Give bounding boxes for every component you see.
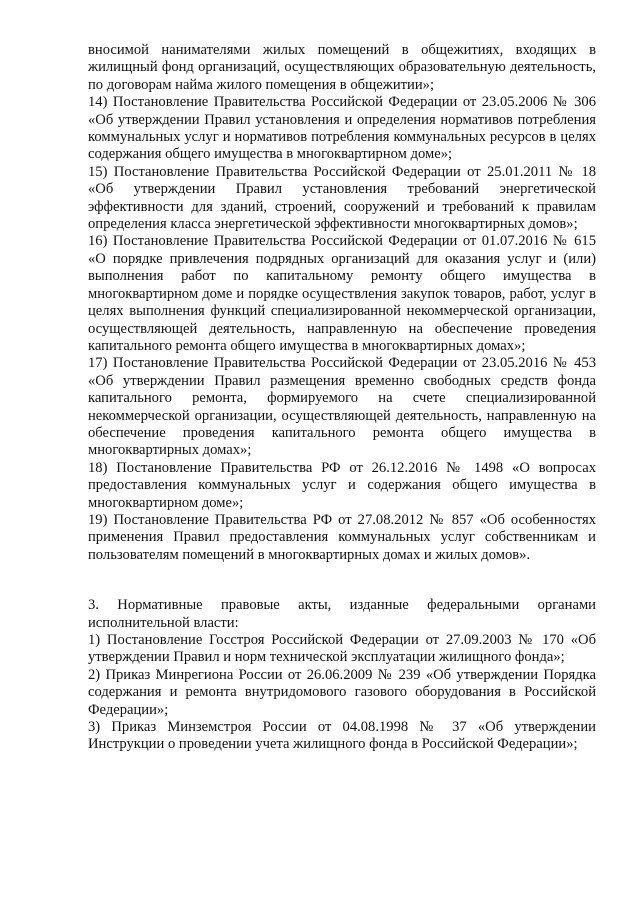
paragraph-continuation: вносимой нанимателями жилых помещений в общежитиях, входящих в жилищный фонд организаций, осуществляющих образовательную деятельность, по договорам найма жилого помещения в общежитии»;: [88, 42, 596, 93]
document-page: [88, 42, 596, 754]
section-3-heading: 3. Нормативные правовые акты, изданные федеральными органами исполнительной власти:: [88, 597, 596, 631]
section-spacer: [88, 564, 596, 597]
section-3-item-3: 3) Приказ Минземстроя России от 04.08.1998 № 37 «Об утверждении Инструкции о проведении учета жилищного фонда в Российской Федерации»;: [88, 719, 596, 753]
list-item-16: 16) Постановление Правительства Российской Федерации от 01.07.2016 № 615 «О порядке привлечения подрядных организаций для оказания услуг и (или) выполнения работ по капитальному ремонту общего имущества в многоквартирном доме и порядке осуществления закупок товаров, работ, услуг в целях выполнения функций специализированной некоммерческой организации, осуществляющей деятельность, направленную на обеспечение проведения капитального ремонта общего имущества в многоквартирных домах»;: [88, 233, 596, 354]
list-item-19: 19) Постановление Правительства РФ от 27.08.2012 № 857 «Об особенностях применения Правил предоставления коммунальных услуг собственникам и пользователям помещений в многоквартирных домах и жилых домов».: [88, 511, 596, 563]
list-item-18: 18) Постановление Правительства РФ от 26.12.2016 № 1498 «О вопросах предоставления коммунальных услуг и содержания общего имущества в многоквартирном доме»;: [88, 459, 596, 511]
section-3-item-1: 1) Постановление Госстроя Российской Федерации от 27.09.2003 № 170 «Об утверждении Правил и норм технической эксплуатации жилищного фонда»;: [88, 632, 596, 666]
list-item-17: 17) Постановление Правительства Российской Федерации от 23.05.2016 № 453 «Об утверждении Правил размещения временно свободных средств фонда капитального ремонта, формируемого на счете специализированной некоммерческой организации, осуществляющей деятельность, направленную на обеспечение проведения капитального ремонта общего имущества в многоквартирных домах»;: [88, 355, 596, 459]
list-item-15: 15) Постановление Правительства Российской Федерации от 25.01.2011 № 18 «Об утверждении Правил установления требований энергетической эффективности для зданий, строений, сооружений и требований к правилам определения класса энергетической эффективности многоквартирных домов»;: [88, 163, 596, 233]
list-item-14: 14) Постановление Правительства Российской Федерации от 23.05.2006 № 306 «Об утверждении Правил установления и определения нормативов потребления коммунальных услуг и нормативов потребления коммунальных ресурсов в целях содержания общего имущества в многоквартирном доме»;: [88, 94, 596, 163]
section-3-item-2: 2) Приказ Минрегиона России от 26.06.2009 № 239 «Об утверждении Порядка содержания и ремонта внутридомового газового оборудования в Российской Федерации»;: [88, 666, 596, 718]
